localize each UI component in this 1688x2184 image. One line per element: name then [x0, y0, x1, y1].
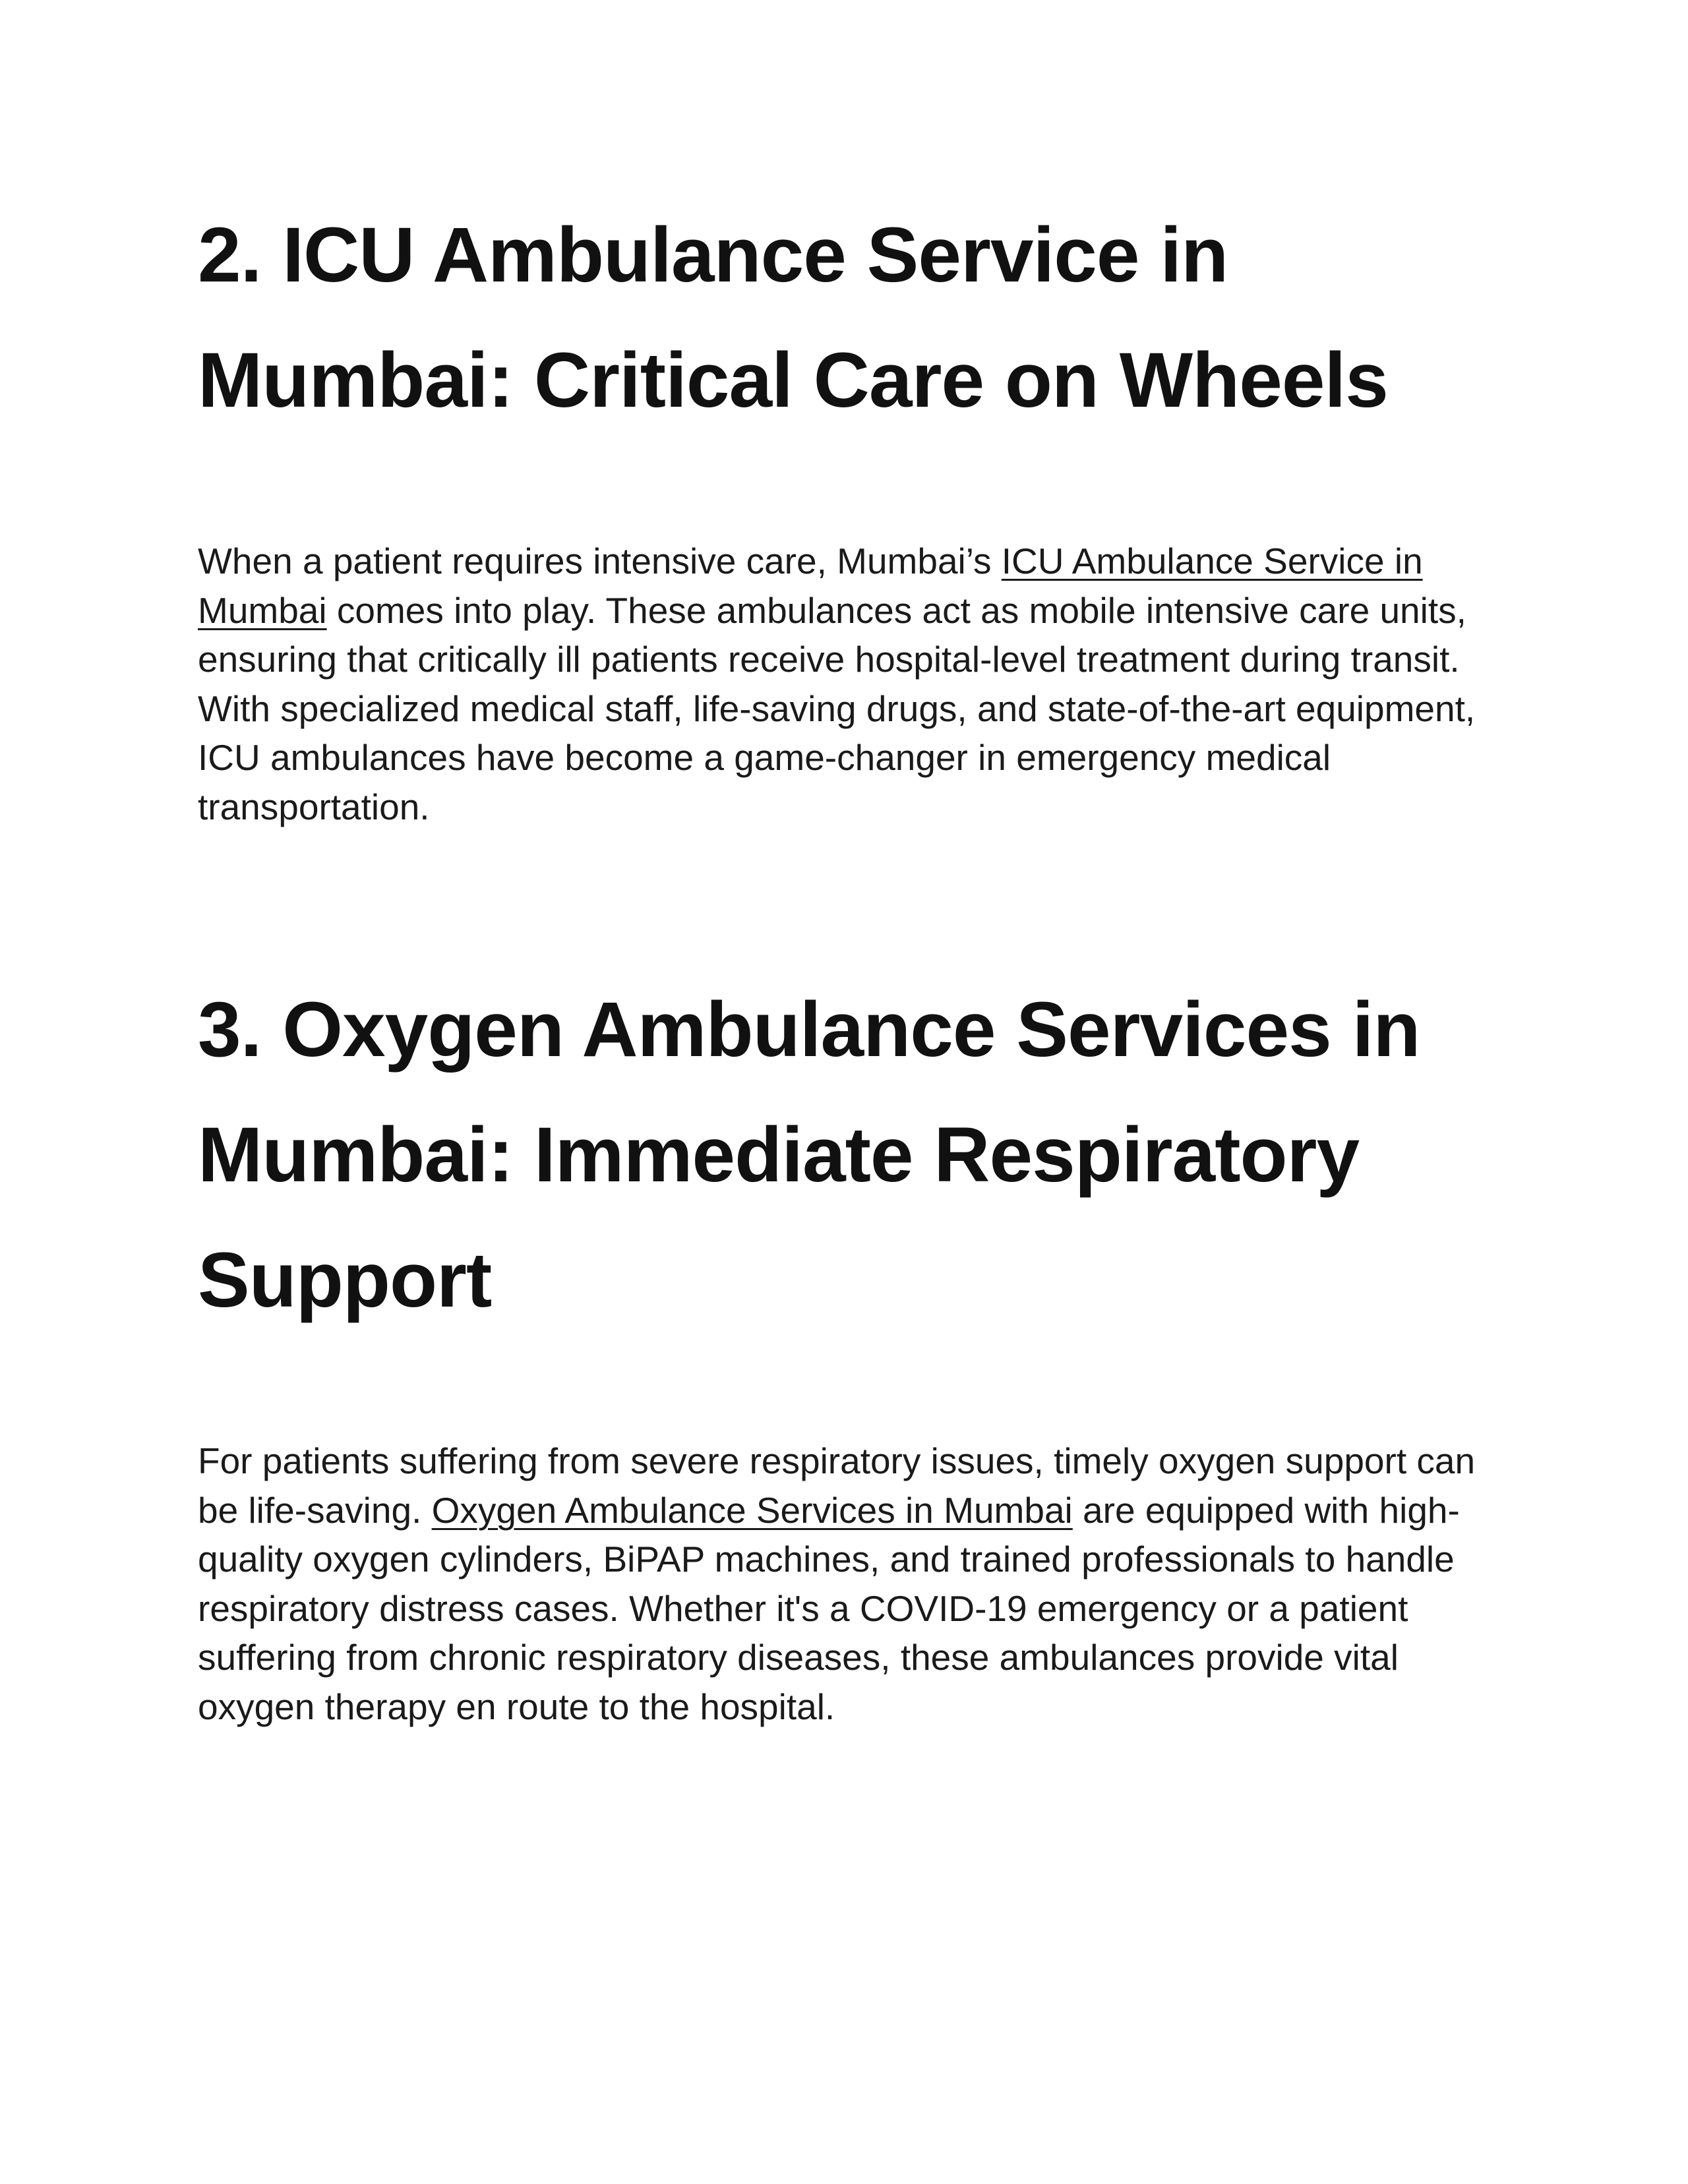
- paragraph-text: are equipped with high-quality oxygen cylinders, BiPAP machines, and trained professionals to handle respiratory distress cases. Whether it's a COVID-19 emergency or a patient suffering from chronic respiratory diseases, these ambulances provide vital oxygen therapy en route to the hospital.: [198, 1489, 1460, 1727]
- paragraph-text: When a patient requires intensive care, Mumbai’s: [198, 541, 1002, 581]
- heading-line: 3. Oxygen Ambulance Services in: [198, 986, 1420, 1073]
- icu-ambulance-link[interactable]: ICU Ambulance Service in Mumbai: [198, 541, 1423, 631]
- document-content: [198, 192, 1490, 1731]
- section-icu-ambulance: [198, 192, 1490, 831]
- heading-line: Mumbai: Critical Care on Wheels: [198, 337, 1388, 424]
- oxygen-ambulance-link[interactable]: Oxygen Ambulance Services in Mumbai: [431, 1489, 1073, 1531]
- paragraph-text: For patients suffering from severe respiratory issues, timely oxygen support can be life-saving.: [198, 1440, 1476, 1531]
- heading-line: Support: [198, 1237, 492, 1324]
- paragraph-text: comes into play. These ambulances act as mobile intensive care units, ensuring that critically ill patients receive hospital-level treatment during transit. With specialized medical staff, life-saving drugs, and state-of-the-art equipment, ICU ambulances have become a game-changer in emergency medical transportation.: [198, 589, 1476, 827]
- heading-line: 2. ICU Ambulance Service in: [198, 212, 1228, 299]
- section-paragraph: [198, 1436, 1490, 1731]
- heading-line: Mumbai: Immediate Respiratory: [198, 1111, 1360, 1198]
- section-paragraph: [198, 537, 1490, 831]
- section-oxygen-ambulance: [198, 967, 1490, 1731]
- section-heading: [198, 967, 1490, 1343]
- section-heading: [198, 192, 1490, 443]
